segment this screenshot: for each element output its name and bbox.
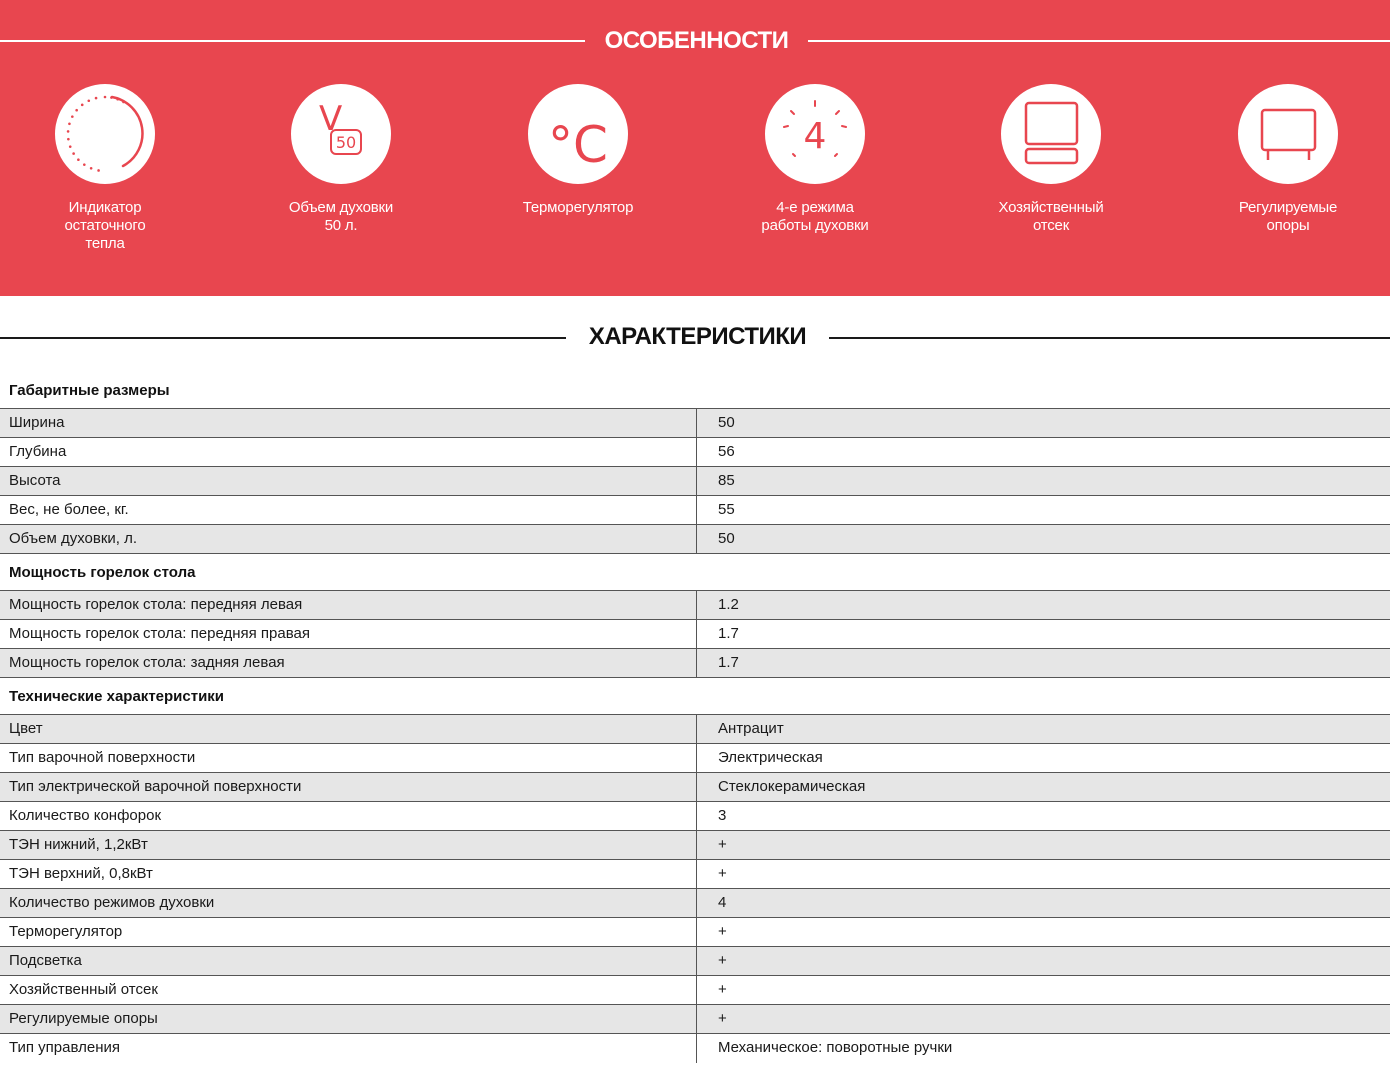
spec-name: Тип управления (0, 1034, 697, 1063)
features-section (0, 0, 1390, 296)
spec-name: ТЭН верхний, 0,8кВт (0, 860, 697, 888)
table-row (0, 1005, 1390, 1034)
table-row (0, 649, 1390, 678)
table-row (0, 976, 1390, 1005)
title-divider-right (808, 40, 1390, 42)
feature-circle (1238, 84, 1338, 184)
svg-text:V: V (319, 99, 343, 139)
specs-divider-right (829, 337, 1390, 339)
spec-value: + (718, 952, 727, 969)
spec-name: Количество режимов духовки (0, 889, 697, 917)
spec-name: Глубина (0, 438, 697, 466)
oven-volume-icon (291, 84, 391, 184)
spec-value: Стеклокерамическая (718, 778, 866, 795)
table-row (0, 525, 1390, 554)
spec-value: 1.7 (718, 654, 739, 671)
svg-text:°C: °C (548, 116, 608, 174)
spec-name: Хозяйственный отсек (0, 976, 697, 1004)
indicator-dot (87, 99, 90, 102)
section-header: Технические характеристики (0, 678, 1390, 715)
indicator-dot (122, 101, 125, 104)
spec-value: 3 (718, 807, 727, 824)
adjustable-feet-icon (1238, 84, 1338, 184)
feature-caption: 4-е режима работы духовки (761, 199, 869, 234)
spec-name: ТЭН нижний, 1,2кВт (0, 831, 697, 859)
feature-circle (291, 84, 391, 184)
table-row (0, 715, 1390, 744)
table-row (0, 860, 1390, 889)
spec-value: 1.7 (718, 625, 739, 642)
feature-oven-volume (231, 84, 451, 235)
spec-value: + (718, 1010, 727, 1027)
spec-value: Электрическая (718, 749, 823, 766)
table-row (0, 409, 1390, 438)
spec-value: Антрацит (718, 720, 784, 737)
table-row (0, 620, 1390, 649)
feature-circle (1001, 84, 1101, 184)
spec-name: Тип электрической варочной поверхности (0, 773, 697, 801)
table-row (0, 831, 1390, 860)
spec-value: + (718, 923, 727, 940)
spec-name: Объем духовки, л. (0, 525, 697, 553)
spec-value: 4 (718, 894, 727, 911)
feature-oven-modes (705, 84, 925, 235)
spec-value: 55 (718, 501, 735, 518)
spec-name: Тип варочной поверхности (0, 744, 697, 772)
indicator-dot (71, 115, 74, 118)
spec-name: Мощность горелок стола: задняя левая (0, 649, 697, 677)
title-divider-left (0, 40, 585, 42)
specs-divider-left (0, 337, 566, 339)
svg-text:4: 4 (803, 116, 827, 157)
feature-residual-heat (0, 84, 215, 253)
spec-name: Регулируемые опоры (0, 1005, 697, 1033)
feature-caption: Объем духовки 50 л. (288, 199, 394, 234)
feature-storage-compartment (941, 84, 1161, 235)
spec-value: 50 (718, 530, 735, 547)
feature-circle (528, 84, 628, 184)
feature-caption: Индикатор остаточного тепла (64, 199, 146, 252)
indicator-dot (116, 98, 119, 101)
thermostat-icon (528, 84, 628, 184)
spec-value: + (718, 865, 727, 882)
table-row (0, 496, 1390, 525)
table-row (0, 773, 1390, 802)
spec-value: 50 (718, 414, 735, 431)
table-row (0, 744, 1390, 773)
spec-name: Подсветка (0, 947, 697, 975)
features-title-row (0, 27, 1390, 55)
table-row (0, 438, 1390, 467)
feature-adjustable-feet (1178, 84, 1390, 235)
indicator-dot (90, 167, 93, 170)
spec-name: Мощность горелок стола: передняя правая (0, 620, 697, 648)
table-row (0, 467, 1390, 496)
feature-circle (55, 84, 155, 184)
table-row (0, 889, 1390, 918)
indicator-dot (81, 104, 84, 107)
indicator-dot (77, 158, 80, 161)
specs-title: ХАРАКТЕРИСТИКИ (588, 323, 807, 350)
indicator-dot (72, 152, 75, 155)
feature-thermostat (468, 84, 688, 217)
specs-table (0, 372, 1390, 1063)
spec-name: Терморегулятор (0, 918, 697, 946)
spec-value: 1.2 (718, 596, 739, 613)
feature-caption: Хозяйственный отсек (998, 199, 1104, 234)
indicator-dot (110, 96, 113, 99)
spec-name: Мощность горелок стола: передняя левая (0, 591, 697, 619)
section-header: Габаритные размеры (0, 372, 1390, 409)
feature-circle (765, 84, 865, 184)
indicator-dot (95, 97, 98, 100)
feature-caption: Терморегулятор (522, 199, 634, 216)
svg-text:50: 50 (335, 133, 357, 152)
feature-caption: Регулируемые опоры (1238, 199, 1338, 234)
features-title: ОСОБЕННОСТИ (604, 27, 789, 54)
spec-value: + (718, 981, 727, 998)
indicator-dot (68, 123, 71, 126)
spec-name: Количество конфорок (0, 802, 697, 830)
table-row (0, 802, 1390, 831)
indicator-dot (67, 138, 70, 141)
indicator-dot (97, 169, 100, 172)
indicator-dot (67, 130, 70, 133)
spec-name: Вес, не более, кг. (0, 496, 697, 524)
specs-title-row (0, 322, 1390, 352)
spec-name: Ширина (0, 409, 697, 437)
spec-value: Механическое: поворотные ручки (718, 1039, 953, 1056)
table-row (0, 591, 1390, 620)
spec-value: 56 (718, 443, 735, 460)
table-row (0, 918, 1390, 947)
indicator-dot (75, 109, 78, 112)
oven-modes-icon (765, 84, 865, 184)
indicator-dot (104, 96, 107, 99)
storage-compartment-icon (1001, 84, 1101, 184)
table-row (0, 947, 1390, 976)
section-header: Мощность горелок стола (0, 554, 1390, 591)
indicator-dot (83, 163, 86, 166)
indicator-dot (69, 145, 72, 148)
spec-name: Высота (0, 467, 697, 495)
spec-value: 85 (718, 472, 735, 489)
spec-value: + (718, 836, 727, 853)
residual-heat-indicator-icon (55, 84, 155, 184)
spec-name: Цвет (0, 715, 697, 743)
table-row (0, 1034, 1390, 1063)
